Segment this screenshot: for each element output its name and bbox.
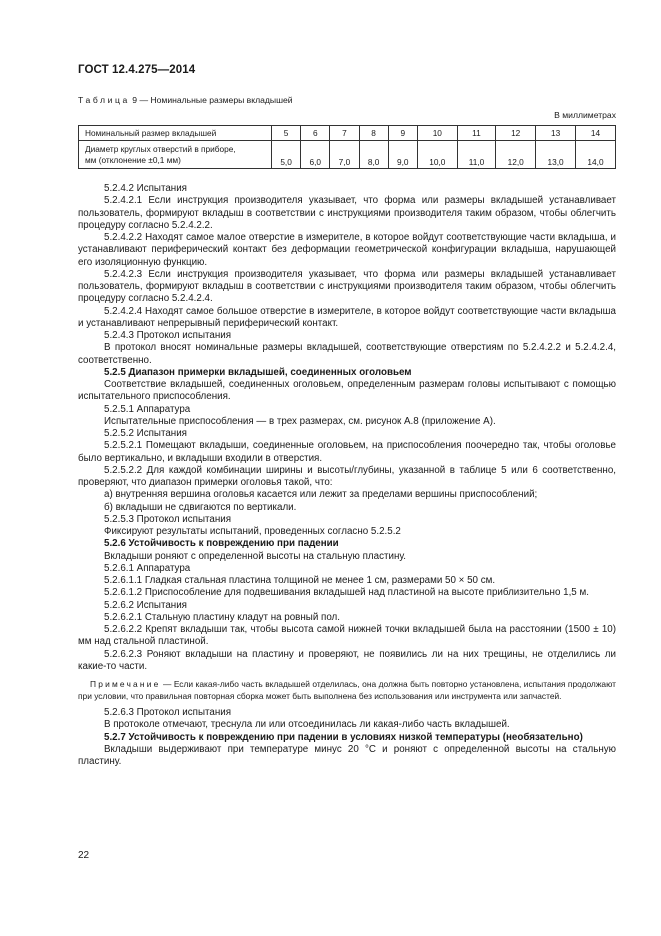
paragraph: 5.2.6.1.1 Гладкая стальная пластина толщиной не менее 1 см, размерами 50 × 50 см. (104, 575, 496, 586)
paragraph: 5.2.6.2.3 Роняют вкладыши на пластину и проверяют, не появились ли на них трещины, не отделились ли какие-то части. (78, 648, 616, 672)
table-cell: 7 (330, 126, 359, 141)
table-cell: 7,0 (330, 141, 359, 169)
paragraph: 5.2.4.2.4 Находят самое большое отверстие в измерителе, в которое войдут соответствующие части вкладыша и устанавливают непрерывный периферический контакт. (78, 305, 616, 329)
paragraph: 5.2.5.2.2 Для каждой комбинации ширины и высоты/глубины, указанной в таблице 5 или 6 соответственно, проверяют, что диапазон примерки оголовья такой, что: (78, 464, 616, 488)
table-cell: 5 (272, 126, 301, 141)
paragraph: Соответствие вкладышей, соединенных оголовьем, определенным размерам головы испытывают с помощью испытательного приспособления. (78, 379, 616, 403)
section-heading: 5.2.5.2 Испытания (104, 428, 187, 439)
paragraph: В протокол вносят номинальные размеры вкладышей, соответствующие отверстиям по 5.2.4.2.2 и 5.2.4.2.4, соответственно. (78, 342, 616, 366)
paragraph: 5.2.4.2.3 Если инструкция производителя указывает, что форма или размеры вкладышей устанавливает пользователь, формируют вкладыш в соответствии с инструкциями производителя таким образом, чтобы облегчить процедуру согласно 5.2.4.2.4. (78, 268, 616, 305)
paragraph: В протоколе отмечают, треснула ли или отсоединилась ли какая-либо часть вкладышей. (104, 719, 510, 731)
section-heading: 5.2.6.1 Аппаратура (104, 562, 191, 574)
note-label: Примечание (90, 679, 161, 689)
note (78, 678, 616, 702)
section-heading: 5.2.4.2 Испытания (104, 183, 187, 194)
table-units: В миллиметрах (554, 110, 616, 120)
section-heading-bold: 5.2.7 Устойчивость к повреждению при падении в условиях низкой температуры (необязательно) (104, 731, 583, 743)
paragraph: Испытательные приспособления — в трех размерах, см. рисунок А.8 (приложение А). (104, 415, 496, 427)
paragraph: 5.2.6.1.2 Приспособление для подвешивания вкладышей над пластиной на высоте приблизительно 1,5 м. (104, 587, 589, 599)
table-cell: 9,0 (388, 141, 417, 169)
paragraph: Фиксируют результаты испытаний, проведенных согласно 5.2.5.2 (104, 526, 401, 537)
table-cell: 12,0 (496, 141, 536, 169)
table-cell: 14,0 (576, 141, 616, 169)
section-heading-bold: 5.2.5 Диапазон примерки вкладышей, соединенных оголовьем (104, 366, 412, 378)
table-cell: 11 (457, 126, 495, 141)
section-heading: 5.2.5.3 Протокол испытания (104, 513, 232, 525)
row-header (79, 141, 272, 169)
row-header-line: мм (отклонение ±0,1 мм) (85, 154, 181, 165)
table-cell: 12 (496, 126, 536, 141)
table-cell: 6 (301, 126, 330, 141)
section-heading: 5.2.5.1 Аппаратура (104, 403, 191, 415)
document-header: ГОСТ 12.4.275—2014 (78, 64, 196, 76)
section-heading: 5.2.4.3 Протокол испытания (104, 330, 232, 341)
paragraph: 5.2.4.2.2 Находят самое малое отверстие в измерителе, в которое войдут соответствующие части вкладыша, и устанавливают периферический контакт без деформации геометрической конфигурации вкладыша, нарушающей его изоляционную функцию. (78, 232, 616, 268)
list-item: а) внутренняя вершина оголовья касается или лежит за пределами вершины приспособлений; (104, 489, 538, 501)
table-caption-title: 9 — Номинальные размеры вкладышей (129, 95, 293, 105)
list-item: б) вкладыши не сдвигаются по вертикали. (104, 501, 297, 513)
table-cell: 8 (359, 126, 388, 141)
table-cell: 10 (417, 126, 457, 141)
table-caption (78, 95, 293, 105)
section-heading: 5.2.6.2 Испытания (104, 599, 187, 611)
table-row (79, 126, 616, 141)
paragraph: 5.2.4.2.1 Если инструкция производителя указывает, что форма или размеры вкладышей устанавливает пользователь, формируют вкладыш в соответствии с инструкциями производителя таким образом, чтобы облегчить процедуру согласно 5.2.4.2.2. (78, 195, 616, 231)
table-cell: 11,0 (457, 141, 495, 169)
note-text: — Если какая-либо часть вкладышей отделилась, она должна быть повторно установлена, испытания продолжают при условии, что правильная повторная сборка может быть выполнена без использования или инструмента или запчастей. (78, 679, 617, 702)
table-row (79, 141, 616, 169)
document-body (78, 183, 616, 768)
paragraph: Вкладыши роняют с определенной высоты на стальную пластину. (104, 550, 407, 562)
table-cell: 10,0 (417, 141, 457, 169)
table-caption-word: Таблица (78, 95, 130, 105)
page-number: 22 (78, 850, 90, 861)
table-cell: 6,0 (301, 141, 330, 169)
table-cell: 14 (576, 126, 616, 141)
paragraph: 5.2.6.2.2 Крепят вкладыши так, чтобы высота самой нижней точки вкладышей была на расстоянии (1500 ± 10) мм над стальной пластиной. (78, 624, 616, 648)
table-cell: 5,0 (272, 141, 301, 169)
paragraph: Вкладыши выдерживают при температуре минус 20 °С и роняют с определенной высоты на стальную пластину. (78, 743, 616, 768)
sizes-table (78, 125, 616, 169)
table-cell: 13 (536, 126, 576, 141)
section-heading-bold: 5.2.6 Устойчивость к повреждению при падении (104, 538, 339, 550)
table-cell: 9 (388, 126, 417, 141)
row-header: Номинальный размер вкладышей (79, 126, 272, 141)
paragraph: 5.2.6.2.1 Стальную пластину кладут на ровный пол. (104, 611, 341, 623)
section-heading: 5.2.6.3 Протокол испытания (104, 707, 232, 719)
table-cell: 8,0 (359, 141, 388, 169)
table-cell: 13,0 (536, 141, 576, 169)
row-header-line: Диаметр круглых отверстий в приборе, (85, 144, 236, 154)
paragraph: 5.2.5.2.1 Помещают вкладыши, соединенные оголовьем, на приспособления поочередно так, чтобы оголовье было вертикально, и вкладыши входили в отверстия. (78, 440, 616, 464)
